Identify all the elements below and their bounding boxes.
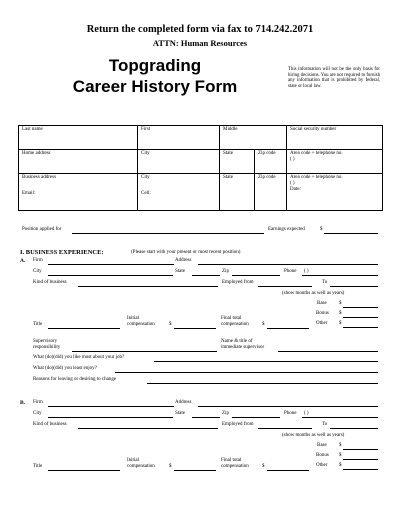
- form-title-line2: Career History Form: [72, 77, 238, 96]
- title-label: Title: [33, 464, 43, 469]
- initial-comp-label: Initial: [127, 458, 139, 463]
- phone-label: Phone: [284, 269, 297, 274]
- home-phone-paren: ( ): [290, 157, 295, 162]
- state-label: State: [175, 269, 185, 274]
- legal-disclaimer: This information will not be the only basis for hiring decisions. You are not required to furnish any information that is prohibited by federal, state or local law.: [288, 67, 380, 89]
- title-input[interactable]: [48, 470, 120, 471]
- bonus-dollar-sign: $: [339, 311, 342, 316]
- bonus-input[interactable]: [343, 317, 378, 318]
- initial-comp-dollar-sign: $: [169, 322, 172, 327]
- reasons-leaving-input[interactable]: [147, 383, 378, 384]
- address-input[interactable]: [198, 406, 378, 407]
- final-comp-label: Final total: [221, 316, 242, 321]
- initial-comp-label-2: compensation: [127, 464, 155, 469]
- employed-to-input[interactable]: [330, 428, 378, 429]
- initial-comp-dollar-sign: $: [169, 464, 172, 469]
- show-months-note: (show months as well as years): [282, 291, 345, 296]
- home-zip-field[interactable]: [255, 150, 287, 174]
- supervisor-name-input[interactable]: [278, 351, 378, 352]
- earnings-dollar-sign: $: [320, 227, 323, 232]
- employer-letter: B.: [20, 400, 26, 406]
- initial-comp-input[interactable]: [174, 328, 216, 329]
- initial-comp-label-2: compensation: [127, 322, 155, 327]
- middle-name-field[interactable]: [220, 126, 287, 150]
- state-label: State: [175, 411, 185, 416]
- firm-input[interactable]: [48, 406, 174, 407]
- home-phone-field[interactable]: [287, 150, 383, 174]
- home-phone-label: Area code + telephone no.: [290, 151, 343, 156]
- business-state-field[interactable]: [220, 174, 255, 211]
- state-input[interactable]: [192, 275, 220, 276]
- final-comp-dollar-sign: $: [262, 464, 265, 469]
- home-city-label: City: [141, 151, 150, 156]
- base-dollar-sign: $: [339, 443, 342, 448]
- section-1-note: (Please start with your present or most recent position): [131, 250, 241, 255]
- base-input[interactable]: [343, 449, 378, 450]
- position-applied-label: Position applied for: [22, 227, 62, 232]
- business-address-field[interactable]: [19, 174, 138, 211]
- bonus-label: Bonus: [316, 453, 329, 458]
- phone-input[interactable]: [302, 417, 378, 418]
- employed-to-label: To: [322, 280, 328, 285]
- kind-of-business-input[interactable]: [78, 286, 218, 287]
- city-label: City: [33, 411, 42, 416]
- kind-of-business-input[interactable]: [78, 428, 218, 429]
- supervisor-name-label-2: immediate supervisor: [221, 345, 265, 350]
- firm-input[interactable]: [48, 264, 174, 265]
- initial-comp-label: Initial: [127, 316, 139, 321]
- other-input[interactable]: [343, 327, 378, 328]
- employed-from-input[interactable]: [258, 286, 312, 287]
- business-city-field[interactable]: [138, 174, 220, 211]
- address-label: Address: [175, 258, 192, 263]
- employed-to-input[interactable]: [330, 286, 378, 287]
- position-applied-input[interactable]: [72, 233, 264, 234]
- home-city-field[interactable]: [138, 150, 220, 174]
- home-address-label: Home address: [22, 151, 51, 156]
- bonus-input[interactable]: [343, 459, 378, 460]
- home-state-label: State: [223, 151, 233, 156]
- city-input[interactable]: [48, 417, 173, 418]
- business-state-label: State: [223, 175, 233, 180]
- last-name-label: Last name: [22, 127, 43, 132]
- personal-info-table: [18, 125, 383, 211]
- business-phone-field[interactable]: [287, 174, 383, 211]
- bonus-dollar-sign: $: [339, 453, 342, 458]
- final-comp-dollar-sign: $: [262, 322, 265, 327]
- other-input[interactable]: [343, 469, 378, 470]
- home-state-field[interactable]: [220, 150, 255, 174]
- form-title-line1: Topgrading: [108, 56, 202, 75]
- city-input[interactable]: [48, 275, 173, 276]
- base-dollar-sign: $: [339, 301, 342, 306]
- liked-most-input[interactable]: [154, 361, 378, 362]
- final-comp-input[interactable]: [267, 328, 309, 329]
- first-name-field[interactable]: [138, 126, 220, 150]
- final-comp-input[interactable]: [267, 470, 309, 471]
- kind-of-business-label: Kind of business: [33, 422, 67, 427]
- other-dollar-sign: $: [339, 463, 342, 468]
- least-enjoy-input[interactable]: [115, 372, 378, 373]
- ssn-label: Social security number: [290, 127, 337, 132]
- phone-input[interactable]: [302, 275, 378, 276]
- address-label: Address: [175, 400, 192, 405]
- firm-label: Firm: [33, 400, 43, 405]
- home-address-field[interactable]: [19, 150, 138, 174]
- zip-input[interactable]: [232, 417, 280, 418]
- employed-from-label: Employed from: [222, 280, 254, 285]
- least-enjoy-label: What (do)(did) you least enjoy?: [33, 366, 97, 371]
- supervisory-input[interactable]: [72, 351, 217, 352]
- supervisory-label-2: responsibility: [33, 345, 61, 350]
- employer-letter: A.: [20, 258, 26, 264]
- email-label: Email:: [22, 191, 36, 196]
- first-name-label: First: [141, 127, 151, 132]
- title-label: Title: [33, 322, 43, 327]
- initial-comp-input[interactable]: [174, 470, 216, 471]
- zip-label: Zip: [222, 269, 229, 274]
- last-name-field[interactable]: [19, 126, 138, 150]
- business-phone-paren: ( ): [290, 181, 295, 186]
- show-months-note: (show months as well as years): [282, 433, 345, 438]
- business-address-label: Business address: [22, 175, 57, 180]
- attention-line: ATTN: Human Resources: [152, 38, 248, 48]
- phone-label: Phone: [284, 411, 297, 416]
- final-comp-label-2: compensation: [221, 464, 249, 469]
- base-label: Base: [317, 301, 327, 306]
- date-label: Date:: [290, 187, 301, 192]
- zip-input[interactable]: [232, 275, 280, 276]
- other-label: Other: [316, 321, 328, 326]
- base-label: Base: [317, 443, 327, 448]
- home-zip-label: Zip code: [258, 151, 276, 156]
- final-comp-label-2: compensation: [221, 322, 249, 327]
- reasons-leaving-label: Reasons for leaving or desiring to change: [33, 377, 117, 382]
- base-input[interactable]: [343, 307, 378, 308]
- final-comp-label: Final total: [221, 458, 242, 463]
- state-input[interactable]: [192, 417, 220, 418]
- earnings-expected-input[interactable]: [324, 233, 378, 234]
- title-input[interactable]: [48, 328, 120, 329]
- phone-paren: ( ): [304, 411, 309, 416]
- ssn-field[interactable]: [287, 126, 383, 150]
- employer-b-block: [0, 400, 400, 518]
- business-phone-label: Area code + telephone no.: [290, 175, 343, 180]
- zip-label: Zip: [222, 411, 229, 416]
- kind-of-business-label: Kind of business: [33, 280, 67, 285]
- liked-most-label: What (do)(did) you like most about your job?: [33, 355, 125, 360]
- employer-a-block: [0, 258, 400, 388]
- middle-name-label: Middle: [223, 127, 238, 132]
- cell-label: Cell:: [141, 191, 151, 196]
- address-input[interactable]: [198, 264, 378, 265]
- bonus-label: Bonus: [316, 311, 329, 316]
- phone-paren: ( ): [304, 269, 309, 274]
- firm-label: Firm: [33, 258, 43, 263]
- supervisory-label: Supervisory: [33, 339, 58, 344]
- city-label: City: [33, 269, 42, 274]
- earnings-expected-label: Earnings expected: [268, 227, 305, 232]
- supervisor-name-label: Name & title of: [221, 339, 253, 344]
- other-label: Other: [316, 463, 328, 468]
- fax-instructions: Return the completed form via fax to 714.242.2071: [86, 24, 314, 35]
- business-city-label: City: [141, 175, 150, 180]
- employed-from-input[interactable]: [258, 428, 312, 429]
- business-zip-field[interactable]: [255, 174, 287, 211]
- other-dollar-sign: $: [339, 321, 342, 326]
- business-zip-label: Zip code: [258, 175, 276, 180]
- employed-to-label: To: [322, 422, 328, 427]
- section-1-heading: I. BUSINESS EXPERIENCE:: [20, 249, 104, 256]
- employed-from-label: Employed from: [222, 422, 254, 427]
